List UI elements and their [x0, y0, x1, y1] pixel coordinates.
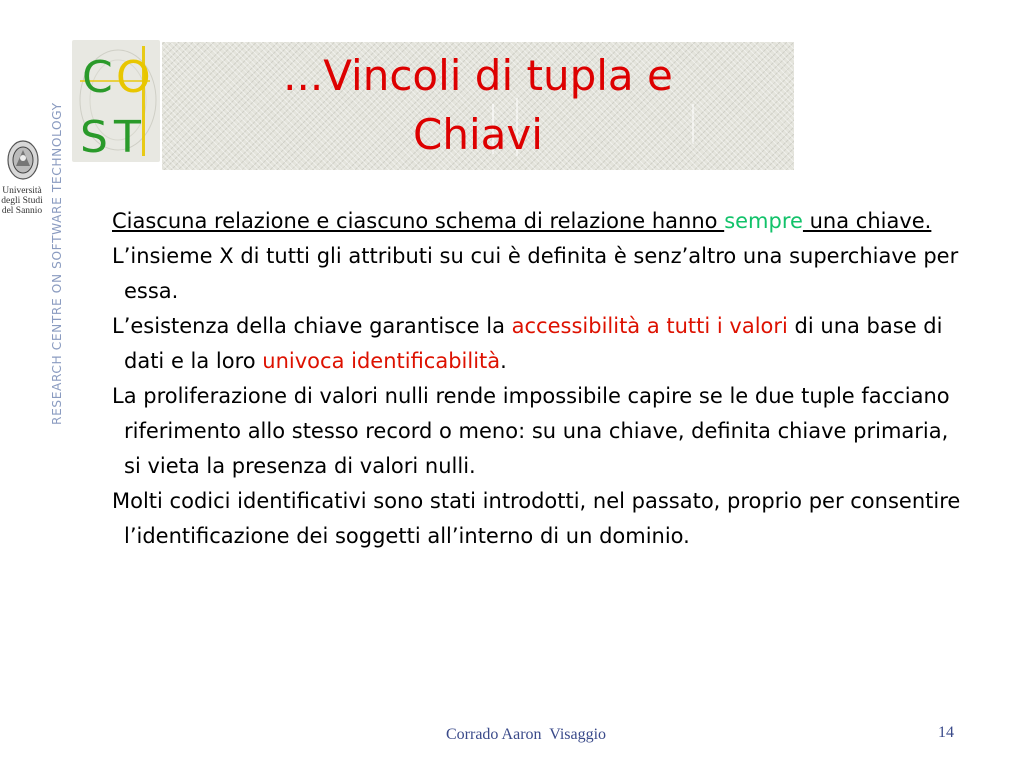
slide-body — [112, 204, 962, 554]
footer-author: Corrado Aaron Visaggio — [446, 726, 607, 743]
p1-text-a: Ciascuna relazione e ciascuno schema di relazione hanno — [112, 209, 725, 233]
logo-letter-c: C — [82, 52, 113, 103]
page-number: 14 — [938, 724, 954, 741]
slide-title — [162, 46, 794, 164]
p1-text-b: una chiave. — [802, 209, 932, 233]
paragraph-2 — [112, 239, 962, 309]
university-line-2: degli Studi — [1, 196, 43, 206]
logo-letter-s: S — [80, 112, 108, 162]
university-crest-icon — [6, 138, 40, 182]
title-line-2: Chiavi — [413, 110, 543, 159]
university-line-1: Università — [2, 186, 42, 196]
p2-text: L’insieme X di tutti gli attributi su cui è definita è senz’altro una superchiave per essa. — [112, 244, 959, 303]
cost-logo — [72, 40, 160, 162]
title-box — [162, 42, 794, 170]
p4-text: La proliferazione di valori nulli rende impossibile capire se le due tuple facciano riferimento allo stesso record o meno: su una chiave, definita chiave primaria, si vieta la presenza di valori nulli. — [112, 384, 950, 478]
paragraph-4 — [112, 379, 962, 484]
side-caption: RESEARCH CENTRE ON SOFTWARE TECHNOLOGY — [50, 102, 64, 425]
paragraph-5 — [112, 484, 962, 554]
paragraph-1 — [112, 204, 962, 239]
title-line-1: ...Vincoli di tupla e — [283, 51, 673, 100]
p3-text-c: . — [500, 349, 507, 373]
logo-letter-o: O — [116, 52, 151, 103]
p3-text-a: L’esistenza della chiave garantisce la — [112, 314, 512, 338]
p3-text-b: di una base di dati e la loro — [124, 314, 943, 373]
university-seal — [0, 134, 44, 222]
university-line-3: del Sannio — [1, 206, 43, 216]
p3-highlight-a: accessibilità a tutti i valori — [511, 314, 788, 338]
paragraph-3 — [112, 309, 962, 379]
logo-letter-t: T — [114, 112, 141, 162]
p3-highlight-b: univoca identificabilità — [262, 349, 501, 373]
p5-text: Molti codici identificativi sono stati introdotti, nel passato, proprio per consentire l’identificazione dei soggetti all’interno di un dominio. — [112, 489, 961, 548]
p1-highlight: sempre — [724, 209, 803, 233]
